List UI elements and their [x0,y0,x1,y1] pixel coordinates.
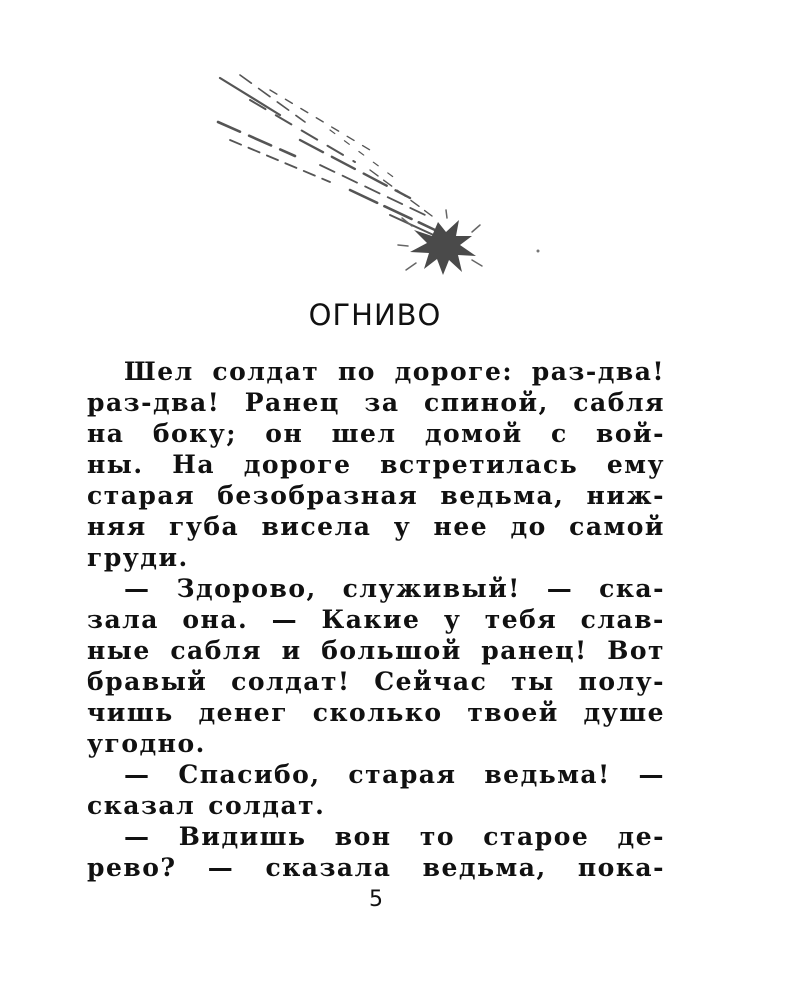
word: по [337,357,376,386]
word: старая [87,481,196,510]
word: бравый [87,667,208,696]
text-line [87,356,665,387]
word: чишь [87,698,174,727]
word: пока- [577,853,665,882]
word: — [124,574,151,603]
text-line [87,666,665,697]
word: душе [583,698,665,727]
text-line [87,728,665,759]
word: груди. [87,543,189,572]
word: у [393,512,412,541]
word: полу- [578,667,665,696]
word: ведьма! [484,760,611,789]
word: ведьма, [440,481,565,510]
word: боку; [152,419,237,448]
word: до [510,512,547,541]
text-line [87,759,665,790]
word: безобразная [217,481,419,510]
word: сколько [312,698,443,727]
text-line [87,635,665,666]
word: рево? [87,853,177,882]
word: она. [182,605,249,634]
word: и [281,636,302,665]
word: ные [87,636,151,665]
word: Ранец [244,388,340,417]
word: ты [511,667,555,696]
story-title: ОГНИВО [308,298,442,332]
text-line [87,852,665,883]
word: ранец! [481,636,588,665]
page-number: 5 [369,887,383,912]
word: нее [433,512,489,541]
word: — [124,760,151,789]
word: дороге: [394,357,514,386]
text-line [87,790,665,821]
word: Спасибо, [178,760,321,789]
word: — [546,574,574,603]
word: висела [261,512,372,541]
word: у [443,605,462,634]
word: раз-два! [87,388,221,417]
word: няя [87,512,147,541]
word: Здорово, [176,574,317,603]
word: слав- [580,605,665,634]
word: солдат. [208,791,326,820]
text-line [87,387,665,418]
word: — [638,760,665,789]
word: вой- [596,419,665,448]
word: Шел [124,357,194,386]
text-line [87,697,665,728]
word: старое [483,822,590,851]
word: Какие [321,605,421,634]
word: солдат! [231,667,351,696]
comet-icon [210,70,550,285]
word: денег [198,698,289,727]
word: большой [321,636,462,665]
word: служивый! [342,574,521,603]
word: — [271,605,299,634]
word: угодно. [87,729,206,758]
word: раз-два! [531,357,665,386]
word: ны. [87,450,144,479]
word: самой [569,512,665,541]
word: На [172,450,216,479]
word: — [124,822,151,851]
word: солдат [212,357,320,386]
text-line [87,573,665,604]
word: твоей [467,698,559,727]
word: дороге [243,450,352,479]
word: ему [606,450,665,479]
word: шел [331,419,397,448]
text-line [87,821,665,852]
word: де- [617,822,665,851]
word: домой [424,419,523,448]
text-line [87,542,665,573]
text-line [87,480,665,511]
word: зала [87,605,159,634]
word: сабля [170,636,263,665]
word: ведьма, [422,853,547,882]
text-line [87,511,665,542]
word: ниж- [586,481,665,510]
word: ска- [599,574,665,603]
word: — [207,853,235,882]
word: вон [334,822,392,851]
word: за [364,388,400,417]
word: сабля [573,388,665,417]
word: спиной, [424,388,549,417]
word: с [550,419,568,448]
text-line [87,604,665,635]
word: на [87,419,125,448]
text-line [87,418,665,449]
word: старая [348,760,457,789]
word: то [419,822,456,851]
word: губа [169,512,240,541]
text-line [87,449,665,480]
word: Видишь [178,822,307,851]
word: сказал [87,791,196,820]
word: Вот [607,636,665,665]
word: сказала [265,853,392,882]
word: тебя [484,605,558,634]
word: он [265,419,304,448]
word: Сейчас [374,667,488,696]
word: встретилась [380,450,579,479]
story-text [87,356,665,883]
